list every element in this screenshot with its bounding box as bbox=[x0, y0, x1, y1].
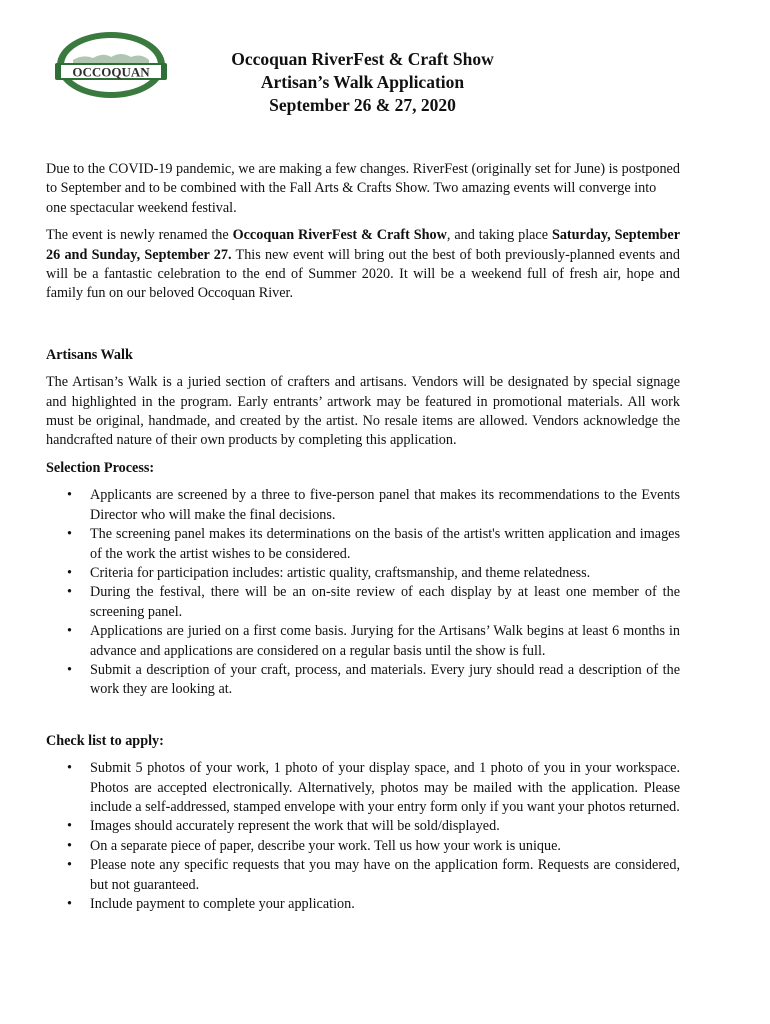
bullet-icon: • bbox=[67, 818, 72, 835]
list-item-text: Images should accurately represent the work that will be sold/displayed. bbox=[90, 818, 500, 835]
list-item-text: Criteria for participation includes: artistic quality, craftsmanship, and theme relatedness. bbox=[90, 564, 591, 581]
list-item-text: Include payment to complete your application. bbox=[90, 896, 355, 912]
title-line-1: Occoquan RiverFest & Craft Show bbox=[231, 49, 494, 69]
list-item bbox=[46, 622, 680, 661]
list-item-text: During the festival, there will be an on-site review of each display by at least one member of the screening panel. bbox=[90, 584, 680, 620]
intro-paragraph-1: Due to the COVID-19 pandemic, we are making a few changes. RiverFest (originally set for June) is postponed to September and to be combined with the Fall Arts & Crafts Show. Two amazing events will converge into one spectacular weekend festival. bbox=[46, 161, 680, 216]
artisans-walk-heading: Artisans Walk bbox=[46, 346, 133, 363]
artisans-walk-text: The Artisan’s Walk is a juried section of crafters and artisans. Vendors will be designated by special signage and highlighted in the program. Early entrants’ artwork may be featured in promotional materials. All work must be original, handmade, and created by the artist. No resale items are allowed. Vendors acknowledge the handcrafted nature of their own products by completing this application. bbox=[46, 374, 680, 449]
occoquan-logo bbox=[55, 30, 167, 100]
bullet-icon: • bbox=[67, 896, 72, 912]
list-item bbox=[46, 895, 680, 914]
list-item bbox=[46, 583, 680, 622]
list-item bbox=[46, 759, 680, 817]
bullet-icon: • bbox=[67, 487, 72, 504]
list-item bbox=[46, 837, 680, 856]
intro-p2-dates: Saturday, September 26 and Sunday, September 27. bbox=[46, 227, 681, 263]
selection-process-list bbox=[46, 486, 680, 699]
logo-name: OCCOQUAN bbox=[72, 64, 150, 80]
title-line-3: September 26 & 27, 2020 bbox=[269, 95, 456, 115]
intro-p2-event-name: Occoquan RiverFest & Craft Show bbox=[232, 227, 447, 244]
list-item bbox=[46, 525, 680, 564]
intro-p2-e: This new event will bring out the best of both previously-planned events and will be a fantastic celebration to the end of Summer 2020. It will be a weekend full of fresh air, hope and family fun on our beloved Occoquan River. bbox=[46, 246, 680, 302]
list-item-text: The screening panel makes its determinations on the basis of the artist's written application and images of the work the artist wishes to be considered. bbox=[90, 526, 680, 562]
list-item-text: Applications are juried on a first come basis. Jurying for the Artisans’ Walk begins at least 6 months in advance and applications are considered on a regular basis until the show is full. bbox=[90, 623, 680, 659]
bullet-icon: • bbox=[67, 526, 72, 543]
list-item bbox=[46, 486, 680, 525]
list-item bbox=[46, 817, 680, 836]
document-title bbox=[190, 48, 535, 117]
checklist-list bbox=[46, 759, 680, 914]
selection-process-heading: Selection Process: bbox=[46, 459, 155, 476]
list-item-text: Submit 5 photos of your work, 1 photo of your display space, and 1 photo of you in your workspace. Photos are accepted electronically. Alternatively, photos may be mailed with the application. Please include a self-addressed, stamped envelope with your entry form only if you want your photos returned. bbox=[90, 760, 680, 815]
bullet-icon: • bbox=[67, 760, 72, 777]
list-item-text: Submit a description of your craft, process, and materials. Every jury should read a description of the work they are looking at. bbox=[90, 661, 680, 698]
bullet-icon: • bbox=[67, 564, 72, 581]
bullet-icon: • bbox=[67, 837, 72, 854]
bullet-icon: • bbox=[67, 661, 72, 678]
list-item-text: On a separate piece of paper, describe your work. Tell us how your work is unique. bbox=[90, 837, 561, 854]
bullet-icon: • bbox=[67, 584, 72, 601]
bullet-icon: • bbox=[67, 623, 72, 640]
list-item bbox=[46, 856, 680, 895]
intro-p2-a: The event is newly renamed the bbox=[46, 227, 233, 244]
logo-top-text: AUTHENTIC bbox=[83, 36, 139, 54]
list-item-text: Please note any specific requests that you may have on the application form. Requests are considered, but not guaranteed. bbox=[90, 857, 680, 893]
document-body bbox=[46, 160, 680, 914]
list-item-text: Applicants are screened by a three to five-person panel that makes its recommendations to the Events Director who will make the final decisions. bbox=[90, 487, 680, 523]
list-item bbox=[46, 564, 680, 583]
intro-paragraph-2 bbox=[46, 226, 680, 304]
list-item bbox=[46, 661, 680, 700]
checklist-heading: Check list to apply: bbox=[46, 732, 164, 749]
title-line-2: Artisan’s Walk Application bbox=[260, 72, 465, 92]
intro-p2-c: , and taking place bbox=[446, 227, 552, 244]
bullet-icon: • bbox=[67, 857, 72, 874]
